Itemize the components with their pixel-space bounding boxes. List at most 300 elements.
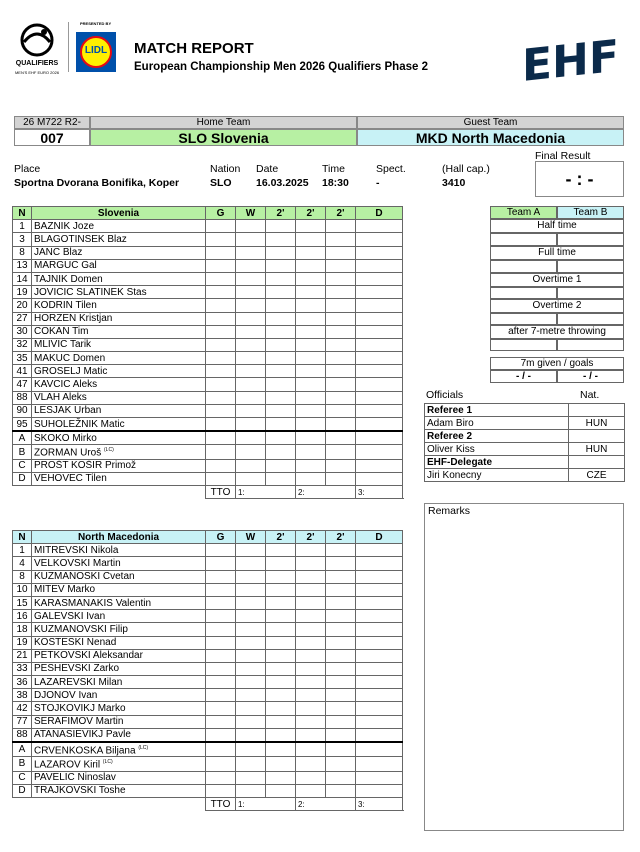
stat-cell-disqualification[interactable] [356, 742, 403, 757]
stat-cell-suspension-1[interactable] [266, 544, 296, 557]
stat-cell-disqualification[interactable] [356, 649, 403, 662]
stat-cell-suspension-2[interactable] [296, 286, 326, 299]
stat-cell-suspension-1[interactable] [266, 676, 296, 689]
stat-cell-suspension-3[interactable] [326, 544, 356, 557]
col-suspension-2-header: 2' [296, 207, 326, 220]
stat-cell-disqualification[interactable] [356, 272, 403, 285]
stat-cell-warning[interactable] [236, 338, 266, 351]
official-name [32, 771, 206, 784]
stat-cell-suspension-1[interactable] [266, 702, 296, 715]
player-row [13, 233, 403, 246]
stat-cell-suspension-1[interactable] [266, 662, 296, 675]
stat-cell-goals[interactable] [206, 702, 236, 715]
stat-cell-warning[interactable] [236, 649, 266, 662]
stat-cell-suspension-1[interactable] [266, 757, 296, 771]
stat-cell-goals[interactable] [206, 220, 236, 233]
stat-cell-suspension-2[interactable] [296, 391, 326, 404]
stat-cell-warning[interactable] [236, 286, 266, 299]
after-7m-b[interactable] [557, 339, 624, 351]
stat-cell-suspension-3[interactable] [326, 286, 356, 299]
stat-cell-goals[interactable] [206, 689, 236, 702]
team-a-label: Team A [490, 206, 557, 219]
tto-period-2[interactable]: 2: [296, 486, 356, 499]
stat-cell-suspension-2[interactable] [296, 418, 326, 432]
stat-cell-suspension-2[interactable] [296, 662, 326, 675]
stat-cell-disqualification[interactable] [356, 557, 403, 570]
stat-cell-suspension-2[interactable] [296, 246, 326, 259]
stat-cell-warning[interactable] [236, 299, 266, 312]
stat-cell-suspension-2[interactable] [296, 365, 326, 378]
stat-cell-warning[interactable] [236, 702, 266, 715]
stat-cell-suspension-2[interactable] [296, 771, 326, 784]
stat-cell-disqualification[interactable] [356, 636, 403, 649]
stat-cell-goals[interactable] [206, 445, 236, 459]
half-time-a[interactable] [490, 233, 557, 246]
name-text: JANC Blaz [34, 247, 83, 259]
stat-cell-suspension-2[interactable] [296, 431, 326, 445]
player-row [13, 312, 403, 325]
official-name [32, 445, 206, 459]
stat-cell-suspension-1[interactable] [266, 312, 296, 325]
stat-cell-warning[interactable] [236, 689, 266, 702]
stat-cell-suspension-2[interactable] [296, 233, 326, 246]
tto-period-2[interactable]: 2: [296, 798, 356, 811]
stat-cell-suspension-2[interactable] [296, 676, 326, 689]
stat-cell-suspension-1[interactable] [266, 338, 296, 351]
stat-cell-suspension-3[interactable] [326, 649, 356, 662]
stat-cell-goals[interactable] [206, 544, 236, 557]
stat-cell-disqualification[interactable] [356, 378, 403, 391]
stat-cell-warning[interactable] [236, 623, 266, 636]
stat-cell-disqualification[interactable] [356, 445, 403, 459]
stat-cell-suspension-3[interactable] [326, 299, 356, 312]
stat-cell-warning[interactable] [236, 233, 266, 246]
stat-cell-suspension-2[interactable] [296, 596, 326, 609]
stat-cell-disqualification[interactable] [356, 610, 403, 623]
stat-cell-warning[interactable] [236, 391, 266, 404]
stat-cell-goals[interactable] [206, 757, 236, 771]
tto-period-1[interactable]: 1: [236, 798, 296, 811]
stat-cell-suspension-2[interactable] [296, 312, 326, 325]
stat-cell-suspension-1[interactable] [266, 365, 296, 378]
stat-cell-suspension-1[interactable] [266, 418, 296, 432]
stat-cell-goals[interactable] [206, 431, 236, 445]
player-row [13, 378, 403, 391]
after-7m-a[interactable] [490, 339, 557, 351]
stat-cell-suspension-1[interactable] [266, 299, 296, 312]
stat-cell-suspension-3[interactable] [326, 771, 356, 784]
stat-cell-suspension-3[interactable] [326, 570, 356, 583]
player-name [32, 259, 206, 272]
spect-value: - [376, 177, 380, 189]
stat-cell-disqualification[interactable] [356, 472, 403, 485]
player-name [32, 728, 206, 742]
stat-cell-goals[interactable] [206, 338, 236, 351]
stat-cell-suspension-1[interactable] [266, 771, 296, 784]
stat-cell-suspension-1[interactable] [266, 286, 296, 299]
stat-cell-disqualification[interactable] [356, 596, 403, 609]
stat-cell-suspension-2[interactable] [296, 715, 326, 728]
stat-cell-suspension-2[interactable] [296, 702, 326, 715]
stat-cell-disqualification[interactable] [356, 418, 403, 432]
stat-cell-disqualification[interactable] [356, 784, 403, 797]
stat-cell-warning[interactable] [236, 662, 266, 675]
stat-cell-warning[interactable] [236, 728, 266, 742]
stat-cell-suspension-2[interactable] [296, 220, 326, 233]
name-text: KAVCIC Aleks [34, 379, 98, 391]
stat-cell-suspension-3[interactable] [326, 272, 356, 285]
stat-cell-suspension-3[interactable] [326, 338, 356, 351]
stat-cell-suspension-1[interactable] [266, 596, 296, 609]
stat-cell-suspension-2[interactable] [296, 378, 326, 391]
stat-cell-goals[interactable] [206, 636, 236, 649]
stat-cell-suspension-3[interactable] [326, 702, 356, 715]
stat-cell-goals[interactable] [206, 246, 236, 259]
stat-cell-disqualification[interactable] [356, 325, 403, 338]
name-text: BLAGOTINSEK Blaz [34, 233, 127, 245]
stat-cell-suspension-1[interactable] [266, 233, 296, 246]
stat-cell-warning[interactable] [236, 272, 266, 285]
stat-cell-suspension-3[interactable] [326, 728, 356, 742]
stat-cell-disqualification[interactable] [356, 728, 403, 742]
stat-cell-goals[interactable] [206, 596, 236, 609]
half-time-b[interactable] [557, 233, 624, 246]
stat-cell-suspension-1[interactable] [266, 636, 296, 649]
stat-cell-suspension-3[interactable] [326, 689, 356, 702]
stat-cell-goals[interactable] [206, 472, 236, 485]
stat-cell-suspension-3[interactable] [326, 662, 356, 675]
stat-cell-disqualification[interactable] [356, 676, 403, 689]
player-number: 8 [13, 570, 32, 583]
stat-cell-warning[interactable] [236, 757, 266, 771]
stat-cell-suspension-3[interactable] [326, 715, 356, 728]
stat-cell-goals[interactable] [206, 728, 236, 742]
stat-cell-goals[interactable] [206, 418, 236, 432]
stat-cell-disqualification[interactable] [356, 233, 403, 246]
stat-cell-warning[interactable] [236, 365, 266, 378]
stat-cell-warning[interactable] [236, 742, 266, 757]
stat-cell-disqualification[interactable] [356, 338, 403, 351]
stat-cell-suspension-1[interactable] [266, 649, 296, 662]
name-text: DJONOV Ivan [34, 689, 98, 701]
stat-cell-suspension-2[interactable] [296, 459, 326, 472]
stat-cell-suspension-3[interactable] [326, 757, 356, 771]
overtime2-b[interactable] [557, 313, 624, 325]
player-row [13, 544, 403, 557]
stat-cell-disqualification[interactable] [356, 220, 403, 233]
tto-period-1[interactable]: 1: [236, 486, 296, 499]
player-name [32, 418, 206, 432]
player-number: 32 [13, 338, 32, 351]
stat-cell-suspension-2[interactable] [296, 583, 326, 596]
final-result: - : - [535, 161, 624, 197]
stat-cell-suspension-3[interactable] [326, 259, 356, 272]
stat-cell-goals[interactable] [206, 771, 236, 784]
stat-cell-warning[interactable] [236, 610, 266, 623]
referee1-label: Referee 1 [425, 404, 569, 417]
officials-label: Officials [426, 389, 464, 401]
stat-cell-goals[interactable] [206, 784, 236, 797]
stat-cell-goals[interactable] [206, 365, 236, 378]
stat-cell-disqualification[interactable] [356, 391, 403, 404]
official-name [32, 472, 206, 485]
player-number: 77 [13, 715, 32, 728]
stat-cell-goals[interactable] [206, 299, 236, 312]
stat-cell-suspension-1[interactable] [266, 623, 296, 636]
stat-cell-suspension-1[interactable] [266, 728, 296, 742]
stat-cell-suspension-1[interactable] [266, 431, 296, 445]
stat-cell-disqualification[interactable] [356, 583, 403, 596]
stat-cell-suspension-3[interactable] [326, 676, 356, 689]
stat-cell-goals[interactable] [206, 259, 236, 272]
stat-cell-goals[interactable] [206, 378, 236, 391]
stat-cell-goals[interactable] [206, 312, 236, 325]
stat-cell-suspension-3[interactable] [326, 636, 356, 649]
stat-cell-suspension-2[interactable] [296, 299, 326, 312]
tto-period-3[interactable]: 3: [356, 486, 403, 499]
stat-cell-goals[interactable] [206, 391, 236, 404]
stat-cell-goals[interactable] [206, 570, 236, 583]
stat-cell-warning[interactable] [236, 570, 266, 583]
officials-table [424, 403, 625, 482]
stat-cell-suspension-1[interactable] [266, 459, 296, 472]
stat-cell-disqualification[interactable] [356, 259, 403, 272]
stat-cell-warning[interactable] [236, 220, 266, 233]
stat-cell-warning[interactable] [236, 596, 266, 609]
stat-cell-suspension-1[interactable] [266, 259, 296, 272]
stat-cell-goals[interactable] [206, 286, 236, 299]
name-text: TRAJKOVSKI Toshe [34, 785, 126, 797]
nat-label: Nat. [580, 389, 600, 401]
stat-cell-goals[interactable] [206, 715, 236, 728]
official-name [32, 431, 206, 445]
stat-cell-goals[interactable] [206, 404, 236, 417]
stat-cell-goals[interactable] [206, 583, 236, 596]
official-row [13, 742, 403, 757]
stat-cell-warning[interactable] [236, 557, 266, 570]
stat-cell-warning[interactable] [236, 544, 266, 557]
stat-cell-disqualification[interactable] [356, 352, 403, 365]
stat-cell-suspension-2[interactable] [296, 757, 326, 771]
player-name [32, 286, 206, 299]
stat-cell-suspension-1[interactable] [266, 784, 296, 797]
stat-cell-goals[interactable] [206, 623, 236, 636]
tto-period-3[interactable]: 3: [356, 798, 403, 811]
stat-cell-suspension-2[interactable] [296, 784, 326, 797]
stat-cell-goals[interactable] [206, 459, 236, 472]
player-row [13, 391, 403, 404]
stat-cell-suspension-2[interactable] [296, 352, 326, 365]
stat-cell-disqualification[interactable] [356, 570, 403, 583]
stat-cell-suspension-2[interactable] [296, 404, 326, 417]
page-subtitle: European Championship Men 2026 Qualifiers Phase 2 [134, 61, 428, 73]
stat-cell-warning[interactable] [236, 472, 266, 485]
stat-cell-suspension-3[interactable] [326, 233, 356, 246]
stat-cell-suspension-1[interactable] [266, 570, 296, 583]
hall-value: 3410 [442, 177, 466, 189]
stat-cell-warning[interactable] [236, 352, 266, 365]
stat-cell-suspension-1[interactable] [266, 352, 296, 365]
stat-cell-warning[interactable] [236, 636, 266, 649]
stat-cell-goals[interactable] [206, 649, 236, 662]
stat-cell-suspension-1[interactable] [266, 472, 296, 485]
page-title: MATCH REPORT [134, 40, 254, 57]
remarks-box[interactable] [424, 503, 624, 831]
stat-cell-disqualification[interactable] [356, 544, 403, 557]
stat-cell-disqualification[interactable] [356, 246, 403, 259]
stat-cell-suspension-2[interactable] [296, 272, 326, 285]
stat-cell-suspension-3[interactable] [326, 391, 356, 404]
stat-cell-disqualification[interactable] [356, 771, 403, 784]
stat-cell-suspension-1[interactable] [266, 220, 296, 233]
overtime1-b[interactable] [557, 287, 624, 299]
stat-cell-warning[interactable] [236, 583, 266, 596]
stat-cell-suspension-3[interactable] [326, 742, 356, 757]
stat-cell-warning[interactable] [236, 784, 266, 797]
stat-cell-suspension-3[interactable] [326, 378, 356, 391]
stat-cell-suspension-1[interactable] [266, 391, 296, 404]
stat-cell-suspension-2[interactable] [296, 636, 326, 649]
stat-cell-suspension-1[interactable] [266, 715, 296, 728]
stat-cell-suspension-1[interactable] [266, 378, 296, 391]
col-number-header: N [13, 531, 32, 544]
player-name [32, 272, 206, 285]
stat-cell-suspension-1[interactable] [266, 246, 296, 259]
stat-cell-warning[interactable] [236, 715, 266, 728]
stat-cell-suspension-3[interactable] [326, 246, 356, 259]
stat-cell-warning[interactable] [236, 459, 266, 472]
stat-cell-disqualification[interactable] [356, 365, 403, 378]
stat-cell-suspension-3[interactable] [326, 312, 356, 325]
stat-cell-suspension-2[interactable] [296, 610, 326, 623]
col-suspension-1-header: 2' [266, 531, 296, 544]
stat-cell-warning[interactable] [236, 418, 266, 432]
stat-cell-suspension-3[interactable] [326, 418, 356, 432]
name-text: VELKOVSKI Martin [34, 557, 121, 569]
spect-label: Spect. [376, 163, 406, 175]
stat-cell-warning[interactable] [236, 431, 266, 445]
player-name [32, 662, 206, 675]
stat-cell-suspension-2[interactable] [296, 570, 326, 583]
stat-cell-suspension-3[interactable] [326, 431, 356, 445]
stat-cell-suspension-1[interactable] [266, 404, 296, 417]
stat-cell-suspension-2[interactable] [296, 649, 326, 662]
stat-cell-goals[interactable] [206, 610, 236, 623]
player-name [32, 365, 206, 378]
stat-cell-suspension-1[interactable] [266, 272, 296, 285]
stat-cell-goals[interactable] [206, 662, 236, 675]
stat-cell-suspension-3[interactable] [326, 365, 356, 378]
stat-cell-warning[interactable] [236, 312, 266, 325]
player-row [13, 404, 403, 417]
stat-cell-goals[interactable] [206, 557, 236, 570]
stat-cell-disqualification[interactable] [356, 623, 403, 636]
stat-cell-suspension-2[interactable] [296, 557, 326, 570]
official-name [32, 757, 206, 771]
name-text: HORZEN Kristjan [34, 313, 113, 325]
stat-cell-disqualification[interactable] [356, 689, 403, 702]
stat-cell-disqualification[interactable] [356, 757, 403, 771]
stat-cell-disqualification[interactable] [356, 459, 403, 472]
stat-cell-suspension-3[interactable] [326, 459, 356, 472]
stat-cell-suspension-2[interactable] [296, 472, 326, 485]
full-time-b[interactable] [557, 260, 624, 273]
name-text: KOSTESKI Nenad [34, 637, 117, 649]
stat-cell-disqualification[interactable] [356, 312, 403, 325]
overtime2-a[interactable] [490, 313, 557, 325]
stat-cell-goals[interactable] [206, 676, 236, 689]
stat-cell-suspension-1[interactable] [266, 325, 296, 338]
stat-cell-disqualification[interactable] [356, 404, 403, 417]
stat-cell-goals[interactable] [206, 352, 236, 365]
stat-cell-suspension-2[interactable] [296, 689, 326, 702]
stat-cell-suspension-1[interactable] [266, 557, 296, 570]
full-time-a[interactable] [490, 260, 557, 273]
stat-cell-suspension-3[interactable] [326, 325, 356, 338]
stat-cell-suspension-2[interactable] [296, 742, 326, 757]
stat-cell-disqualification[interactable] [356, 431, 403, 445]
stat-cell-goals[interactable] [206, 742, 236, 757]
stat-cell-suspension-3[interactable] [326, 784, 356, 797]
stat-cell-goals[interactable] [206, 272, 236, 285]
stat-cell-warning[interactable] [236, 246, 266, 259]
player-row [13, 338, 403, 351]
stat-cell-suspension-3[interactable] [326, 220, 356, 233]
stat-cell-suspension-3[interactable] [326, 352, 356, 365]
stat-cell-suspension-2[interactable] [296, 728, 326, 742]
remarks-label: Remarks [428, 505, 471, 517]
stat-cell-suspension-1[interactable] [266, 689, 296, 702]
stat-cell-suspension-3[interactable] [326, 472, 356, 485]
stat-cell-suspension-3[interactable] [326, 596, 356, 609]
player-name [32, 544, 206, 557]
col-goals-header: G [206, 207, 236, 220]
stat-cell-suspension-1[interactable] [266, 742, 296, 757]
stat-cell-disqualification[interactable] [356, 715, 403, 728]
stat-cell-suspension-3[interactable] [326, 583, 356, 596]
stat-cell-suspension-2[interactable] [296, 445, 326, 459]
stat-cell-warning[interactable] [236, 445, 266, 459]
stat-cell-warning[interactable] [236, 259, 266, 272]
stat-cell-disqualification[interactable] [356, 662, 403, 675]
stat-cell-suspension-2[interactable] [296, 544, 326, 557]
stat-cell-suspension-2[interactable] [296, 325, 326, 338]
stat-cell-warning[interactable] [236, 378, 266, 391]
stat-cell-suspension-3[interactable] [326, 610, 356, 623]
stat-cell-suspension-3[interactable] [326, 557, 356, 570]
stat-cell-disqualification[interactable] [356, 299, 403, 312]
stat-cell-suspension-2[interactable] [296, 338, 326, 351]
stat-cell-disqualification[interactable] [356, 702, 403, 715]
name-text: LESJAK Urban [34, 405, 102, 417]
stat-cell-suspension-1[interactable] [266, 445, 296, 459]
stat-cell-suspension-3[interactable] [326, 623, 356, 636]
stat-cell-suspension-1[interactable] [266, 610, 296, 623]
stat-cell-suspension-3[interactable] [326, 445, 356, 459]
stat-cell-warning[interactable] [236, 771, 266, 784]
stat-cell-disqualification[interactable] [356, 286, 403, 299]
stat-cell-warning[interactable] [236, 404, 266, 417]
stat-cell-suspension-3[interactable] [326, 404, 356, 417]
stat-cell-goals[interactable] [206, 325, 236, 338]
stat-cell-suspension-2[interactable] [296, 623, 326, 636]
stat-cell-suspension-2[interactable] [296, 259, 326, 272]
stat-cell-suspension-1[interactable] [266, 583, 296, 596]
overtime1-a[interactable] [490, 287, 557, 299]
stat-cell-warning[interactable] [236, 325, 266, 338]
stat-cell-warning[interactable] [236, 676, 266, 689]
stat-cell-goals[interactable] [206, 233, 236, 246]
